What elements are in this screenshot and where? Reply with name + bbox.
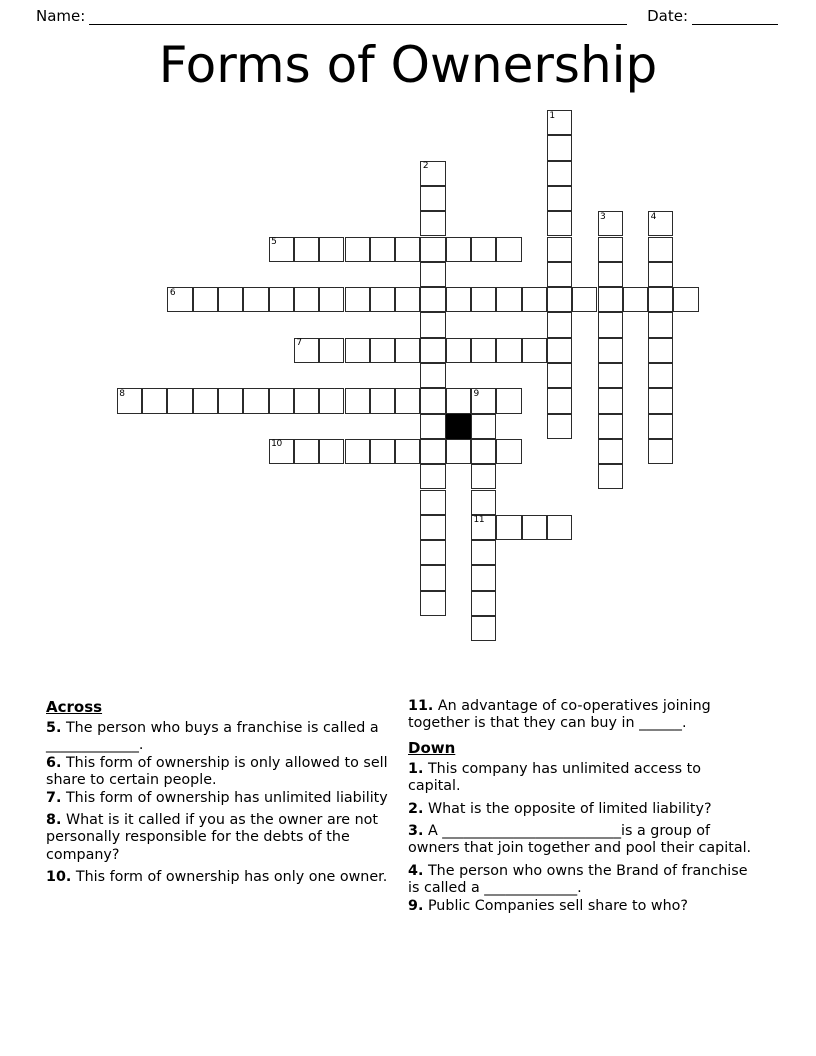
clue-text: This form of ownership has unlimited liability <box>65 789 388 806</box>
grid-cell[interactable] <box>648 262 673 287</box>
grid-cell-number: 7 <box>296 338 302 349</box>
grid-cell[interactable] <box>319 338 344 363</box>
grid-cell[interactable] <box>420 237 445 262</box>
clue-text: This form of ownership has only one owner. <box>75 869 388 886</box>
grid-cell[interactable] <box>598 464 623 489</box>
grid-cell[interactable] <box>648 211 673 236</box>
clue-text: The person who owns the Brand of franchise is called a _____________. <box>408 862 748 897</box>
grid-cell[interactable] <box>598 414 623 439</box>
clue-section <box>0 698 816 978</box>
grid-cell[interactable] <box>496 338 521 363</box>
clue-number: 8. <box>46 812 62 829</box>
grid-cell[interactable] <box>471 237 496 262</box>
grid-cell[interactable] <box>547 262 572 287</box>
grid-cell[interactable] <box>648 439 673 464</box>
clue-number: 1. <box>408 760 424 777</box>
grid-cell[interactable] <box>193 287 218 312</box>
grid-cell-number: 2 <box>422 161 429 172</box>
clue-down-2 <box>408 801 754 818</box>
grid-cell[interactable] <box>420 439 445 464</box>
grid-cell[interactable] <box>547 110 572 135</box>
grid-cell[interactable] <box>167 388 192 413</box>
grid-cell[interactable] <box>345 237 370 262</box>
grid-cell-number: 3 <box>600 211 606 222</box>
grid-cell[interactable] <box>471 591 496 616</box>
grid-cell[interactable] <box>471 388 496 413</box>
grid-cell[interactable] <box>471 414 496 439</box>
grid-cell[interactable] <box>648 414 673 439</box>
grid-cell[interactable] <box>547 287 572 312</box>
grid-cell[interactable] <box>623 287 648 312</box>
grid-cell[interactable] <box>420 591 445 616</box>
grid-cell[interactable] <box>319 237 344 262</box>
grid-cell[interactable] <box>598 439 623 464</box>
grid-cell[interactable] <box>395 388 420 413</box>
grid-cell[interactable] <box>522 338 547 363</box>
grid-cell[interactable] <box>648 287 673 312</box>
grid-cell[interactable] <box>598 338 623 363</box>
grid-cell[interactable] <box>471 565 496 590</box>
grid-cell[interactable] <box>547 161 572 186</box>
clue-across-8 <box>46 812 392 864</box>
clue-number: 6. <box>46 754 62 771</box>
grid-cell-number: 9 <box>473 388 479 399</box>
clue-number: 11. <box>408 698 434 714</box>
grid-cell[interactable] <box>547 515 572 540</box>
across-heading: Across <box>46 698 103 716</box>
grid-cell[interactable] <box>319 439 344 464</box>
grid-cell-number: 6 <box>169 287 176 298</box>
clue-across-7 <box>46 790 392 807</box>
grid-cell[interactable] <box>395 338 420 363</box>
grid-cell[interactable] <box>420 161 445 186</box>
grid-cell[interactable] <box>269 237 294 262</box>
across-clue-column <box>46 698 392 892</box>
grid-cell[interactable] <box>420 363 445 388</box>
grid-cell[interactable] <box>522 287 547 312</box>
grid-cell[interactable] <box>420 490 445 515</box>
grid-cell[interactable] <box>471 464 496 489</box>
grid-cell[interactable] <box>547 414 572 439</box>
grid-cell[interactable] <box>648 388 673 413</box>
grid-cell[interactable] <box>471 338 496 363</box>
grid-cell[interactable] <box>117 388 142 413</box>
clue-number: 10. <box>46 869 72 886</box>
grid-cell[interactable] <box>547 363 572 388</box>
grid-cell[interactable] <box>496 515 521 540</box>
grid-cell[interactable] <box>142 388 167 413</box>
grid-cell[interactable] <box>471 616 496 641</box>
clue-text: A _________________________is a group of owners that join together and pool their capital. <box>408 823 752 857</box>
down-heading: Down <box>408 738 456 757</box>
grid-cell[interactable] <box>167 287 192 312</box>
grid-cell[interactable] <box>547 388 572 413</box>
grid-cell[interactable] <box>370 388 395 413</box>
clue-down-3 <box>408 823 754 858</box>
grid-cell[interactable] <box>218 287 243 312</box>
grid-cell-number: 5 <box>271 237 277 247</box>
clue-text: What is it called if you as the owner are not personally responsible for the debts of the company? <box>46 812 379 863</box>
clue-number: 3. <box>408 823 424 840</box>
grid-cell[interactable] <box>648 237 673 262</box>
grid-cell[interactable] <box>471 439 496 464</box>
grid-cell[interactable] <box>294 237 319 262</box>
grid-cell[interactable] <box>370 338 395 363</box>
grid-cell-number: 8 <box>119 388 125 399</box>
grid-cell[interactable] <box>420 464 445 489</box>
grid-cell[interactable] <box>522 515 547 540</box>
grid-cell[interactable] <box>370 287 395 312</box>
grid-cell[interactable] <box>294 338 319 363</box>
grid-cell[interactable] <box>572 287 597 312</box>
grid-cell[interactable] <box>598 211 623 236</box>
grid-cell[interactable] <box>243 388 268 413</box>
grid-cell[interactable] <box>269 439 294 464</box>
grid-cell[interactable] <box>496 287 521 312</box>
grid-cell[interactable] <box>420 262 445 287</box>
grid-cell[interactable] <box>598 237 623 262</box>
grid-cell[interactable] <box>395 287 420 312</box>
grid-cell[interactable] <box>648 338 673 363</box>
grid-cell-number: 4 <box>650 211 657 222</box>
grid-cell[interactable] <box>420 312 445 337</box>
clue-number: 5. <box>46 720 62 736</box>
grid-cell[interactable] <box>395 439 420 464</box>
clue-number: 4. <box>408 862 424 879</box>
grid-cell[interactable] <box>496 439 521 464</box>
grid-cell[interactable] <box>345 439 370 464</box>
clue-number: 7. <box>46 789 62 806</box>
page-title: Forms of Ownership <box>158 36 658 94</box>
grid-cell[interactable] <box>471 490 496 515</box>
grid-cell[interactable] <box>345 287 370 312</box>
clue-down-4 <box>408 863 754 898</box>
clue-text: This company has unlimited access to capital. <box>408 760 702 795</box>
clue-text: What is the opposite of limited liability? <box>427 800 712 817</box>
grid-cell[interactable] <box>370 439 395 464</box>
grid-cell-number: 10 <box>271 439 282 450</box>
clue-down-1 <box>408 761 754 796</box>
grid-cell[interactable] <box>598 388 623 413</box>
clue-text: The person who buys a franchise is called a _____________. <box>46 720 379 754</box>
grid-cell[interactable] <box>420 565 445 590</box>
grid-cell[interactable] <box>294 439 319 464</box>
clue-across-5 <box>46 720 392 755</box>
grid-cell[interactable] <box>319 388 344 413</box>
grid-cell[interactable] <box>673 287 698 312</box>
grid-cell[interactable] <box>598 363 623 388</box>
grid-cell[interactable] <box>547 237 572 262</box>
grid-cell[interactable] <box>496 388 521 413</box>
grid-cell[interactable] <box>471 515 496 540</box>
grid-cell[interactable] <box>294 287 319 312</box>
clue-across-6 <box>46 755 392 790</box>
grid-cell[interactable] <box>547 186 572 211</box>
date-label: Date: <box>647 7 688 25</box>
clue-number: 2. <box>408 800 424 817</box>
clue-text: An advantage of co-operatives joining together is that they can buy in ______. <box>408 698 711 732</box>
grid-cell[interactable] <box>547 211 572 236</box>
grid-cell[interactable] <box>420 211 445 236</box>
grid-cell[interactable] <box>446 388 471 413</box>
grid-cell[interactable] <box>420 388 445 413</box>
grid-cell-number: 1 <box>549 110 555 121</box>
grid-cell[interactable] <box>269 388 294 413</box>
grid-cell[interactable] <box>648 312 673 337</box>
grid-cell[interactable] <box>269 287 294 312</box>
grid-cell[interactable] <box>370 237 395 262</box>
grid-cell[interactable] <box>496 237 521 262</box>
clue-text: Public Companies sell share to who? <box>427 897 689 914</box>
grid-cell-blocked <box>446 414 471 439</box>
grid-cell[interactable] <box>294 388 319 413</box>
grid-cell[interactable] <box>446 439 471 464</box>
grid-cell[interactable] <box>547 338 572 363</box>
grid-cell[interactable] <box>345 388 370 413</box>
grid-cell[interactable] <box>446 287 471 312</box>
grid-cell[interactable] <box>446 338 471 363</box>
grid-cell[interactable] <box>420 515 445 540</box>
grid-cell[interactable] <box>471 540 496 565</box>
grid-cell[interactable] <box>547 312 572 337</box>
grid-cell[interactable] <box>598 262 623 287</box>
grid-cell[interactable] <box>446 237 471 262</box>
grid-cell[interactable] <box>547 135 572 160</box>
grid-cell[interactable] <box>395 237 420 262</box>
clue-text: This form of ownership is only allowed to sell share to certain people. <box>46 754 388 789</box>
grid-cell[interactable] <box>319 287 344 312</box>
grid-cell[interactable] <box>218 388 243 413</box>
grid-cell[interactable] <box>243 287 268 312</box>
clue-down-9 <box>408 898 754 915</box>
grid-cell[interactable] <box>598 287 623 312</box>
grid-cell[interactable] <box>420 338 445 363</box>
grid-cell[interactable] <box>420 186 445 211</box>
grid-cell[interactable] <box>420 287 445 312</box>
grid-cell[interactable] <box>471 287 496 312</box>
name-label: Name: <box>36 7 86 25</box>
grid-cell[interactable] <box>648 363 673 388</box>
grid-cell[interactable] <box>345 338 370 363</box>
down-clue-column <box>408 698 754 920</box>
clue-number: 9. <box>408 897 424 914</box>
grid-cell-number: 11 <box>473 515 485 526</box>
clue-across-10 <box>46 869 392 886</box>
grid-cell[interactable] <box>598 312 623 337</box>
grid-cell[interactable] <box>420 540 445 565</box>
grid-cell[interactable] <box>420 414 445 439</box>
grid-cell[interactable] <box>193 388 218 413</box>
clue-across-11 <box>408 698 754 733</box>
